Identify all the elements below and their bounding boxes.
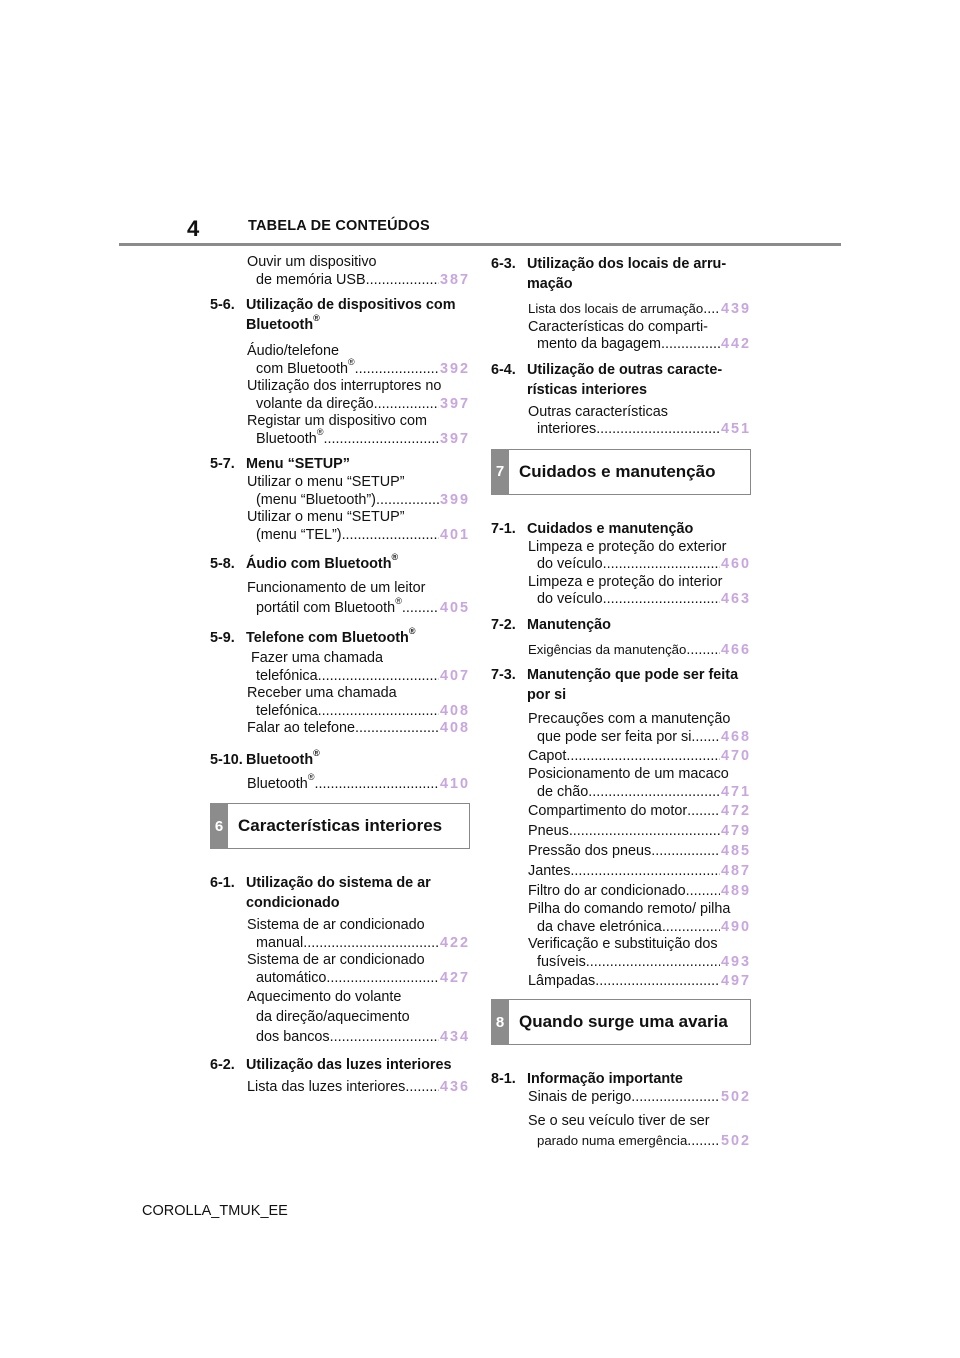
page-link[interactable]: 422 xyxy=(439,934,470,951)
page-link[interactable]: 493 xyxy=(720,953,751,970)
toc-entry[interactable]: Compartimento do motor ..... 472 xyxy=(491,801,751,821)
page-link[interactable]: 405 xyxy=(439,600,470,616)
toc-entry[interactable]: Jantes ..... 487 xyxy=(491,861,751,881)
page-number: 4 xyxy=(187,216,200,241)
toc-entry[interactable]: Áudio/telefone com Bluetooth® ..... 392 xyxy=(210,343,470,378)
section-heading: 6-2. Utilização das luzes interiores xyxy=(210,1057,452,1073)
page-link[interactable]: 410 xyxy=(439,775,470,792)
page-link[interactable]: 485 xyxy=(720,843,751,859)
toc-entry[interactable]: Posicionamento de um macaco de chão ..... 471 xyxy=(491,766,751,801)
header-rule xyxy=(119,243,841,246)
page-link[interactable]: 434 xyxy=(439,1029,470,1045)
page-link[interactable]: 439 xyxy=(720,301,751,317)
page-link[interactable]: 392 xyxy=(439,360,470,377)
toc-right-column xyxy=(491,254,751,1151)
toc-entry[interactable]: Utilizar o menu “SETUP” (menu “Bluetooth”) ..... 399 xyxy=(210,474,470,509)
chapter-tab: 7 xyxy=(491,449,509,495)
page-link[interactable]: 489 xyxy=(720,883,751,899)
section-heading: 5-9. Telefone com Bluetooth® xyxy=(210,626,416,646)
header-title: TABELA DE CONTEÚDOS xyxy=(248,218,430,234)
section-heading: 6-1. Utilização do sistema de ar condicionado xyxy=(210,875,431,911)
toc-entry[interactable]: Sistema de ar condicionado automático ..... 427 xyxy=(210,952,470,987)
page-link[interactable]: 460 xyxy=(720,556,751,572)
toc-entry[interactable]: Pressão dos pneus ..... 485 xyxy=(491,841,751,861)
toc-entry[interactable]: Precauções com a manutenção que pode ser feita por si ..... 468 xyxy=(491,711,751,746)
toc-left-column xyxy=(210,254,470,1097)
toc-entry[interactable]: Funcionamento de um leitor portátil com Bluetooth® ..... 405 xyxy=(210,578,470,618)
page-link[interactable]: 397 xyxy=(439,395,470,412)
page-link[interactable]: 490 xyxy=(720,918,751,935)
toc-entry[interactable]: Bluetooth® ..... 410 xyxy=(210,776,470,794)
section-heading: 8-1. Informação importante xyxy=(491,1071,683,1087)
toc-entry[interactable]: Receber uma chamada telefónica ..... 408 xyxy=(210,685,470,720)
page-link[interactable]: 401 xyxy=(439,526,470,543)
section-heading: 6-3. Utilização dos locais de arru-mação xyxy=(491,256,727,292)
toc-entry[interactable]: Sistema de ar condicionado manual ..... 422 xyxy=(210,917,470,952)
chapter-title: Quando surge uma avaria xyxy=(519,1012,728,1031)
toc-entry[interactable]: Filtro do ar condicionado ..... 489 xyxy=(491,881,751,901)
chapter-tab: 6 xyxy=(210,803,228,849)
chapter-7-box[interactable] xyxy=(491,449,751,495)
page-link[interactable]: 466 xyxy=(720,641,751,658)
toc-entry[interactable]: Verificação e substituição dos fusíveis ..... 493 xyxy=(491,936,751,971)
toc-entry[interactable]: Outras características interiores ..... 451 xyxy=(491,404,751,439)
chapter-title: Cuidados e manutenção xyxy=(519,461,716,481)
toc-entry[interactable]: Ouvir um dispositivo de memória USB ..... 387 xyxy=(210,254,470,289)
page-link[interactable]: 470 xyxy=(720,748,751,764)
toc-entry[interactable]: Limpeza e proteção do interior do veículo ..... 463 xyxy=(491,574,751,609)
toc-entry[interactable]: Capot ..... 470 xyxy=(491,746,751,766)
toc-entry[interactable]: Utilizar o menu “SETUP” (menu “TEL”) ..... 401 xyxy=(210,509,470,544)
toc-entry[interactable]: Fazer uma chamada telefónica ..... 407 xyxy=(210,650,470,685)
page-link[interactable]: 451 xyxy=(720,421,751,437)
page-link[interactable]: 479 xyxy=(720,823,751,839)
page-link[interactable]: 487 xyxy=(720,863,751,879)
toc-entry[interactable]: Limpeza e proteção do exterior do veículo ..... 460 xyxy=(491,539,751,574)
toc-entry[interactable]: Pneus ..... 479 xyxy=(491,821,751,841)
section-heading: 5-7. Menu “SETUP” xyxy=(210,456,350,472)
page-link[interactable]: 502 xyxy=(720,1089,751,1105)
page-link[interactable]: 497 xyxy=(720,973,751,989)
chapter-6-box[interactable] xyxy=(210,803,470,849)
page-link[interactable]: 427 xyxy=(439,969,470,986)
page-link[interactable]: 471 xyxy=(720,783,751,800)
page-link[interactable]: 387 xyxy=(439,271,470,288)
toc-entry[interactable]: Utilização dos interruptores no volante da direção ..... 397 xyxy=(210,378,470,413)
chapter-8-box[interactable] xyxy=(491,999,751,1045)
section-heading: 5-6. Utilização de dispositivos com Bluetooth® xyxy=(210,297,456,333)
footer-code: COROLLA_TMUK_EE xyxy=(142,1203,288,1219)
section-heading: 5-8. Áudio com Bluetooth® xyxy=(210,552,399,572)
chapter-tab: 8 xyxy=(491,999,509,1045)
toc-entry[interactable]: Características do comparti- mento da bagagem ..... 442 xyxy=(491,319,751,354)
toc-entry[interactable]: Falar ao telefone ..... 408 xyxy=(210,720,470,738)
toc-entry[interactable]: Pilha do comando remoto/ pilha da chave eletrónica ..... 490 xyxy=(491,901,751,936)
section-heading: 7-1. Cuidados e manutenção xyxy=(491,520,694,537)
toc-entry[interactable]: Lâmpadas ..... 497 xyxy=(491,971,751,991)
page-link[interactable]: 468 xyxy=(720,728,751,745)
page-link[interactable]: 408 xyxy=(439,720,470,736)
page-link[interactable]: 502 xyxy=(720,1132,751,1149)
page-link[interactable]: 463 xyxy=(720,591,751,607)
section-heading: 5-10. Bluetooth® xyxy=(210,747,320,768)
page-link[interactable]: 442 xyxy=(720,336,751,352)
toc-entry[interactable]: Lista dos locais de arrumação ..... 439 xyxy=(491,300,751,319)
page-link[interactable]: 399 xyxy=(439,491,470,508)
page-link[interactable]: 407 xyxy=(439,667,470,684)
page-link[interactable]: 436 xyxy=(439,1079,470,1095)
toc-entry[interactable]: Sinais de perigo ..... 502 xyxy=(491,1089,751,1107)
section-heading: 7-3. Manutenção que pode ser feita por si xyxy=(491,667,739,703)
chapter-title: Características interiores xyxy=(238,816,443,835)
section-heading: 6-4. Utilização de outras caracte-rísticas interiores xyxy=(491,361,723,398)
toc-entry[interactable]: Exigências da manutenção ..... 466 xyxy=(491,641,751,660)
toc-entry[interactable]: Lista das luzes interiores ..... 436 xyxy=(210,1079,470,1097)
page-link[interactable]: 472 xyxy=(720,803,751,819)
toc-entry[interactable]: Registar um dispositivo com Bluetooth® ..... 397 xyxy=(210,413,470,448)
toc-entry[interactable]: Aquecimento do volante da direção/aquecimento dos bancos ..... 434 xyxy=(210,987,470,1047)
page-link[interactable]: 397 xyxy=(439,430,470,447)
section-heading: 7-2. Manutenção xyxy=(491,616,611,633)
toc-entry[interactable]: Se o seu veículo tiver de ser parado numa emergência ..... 502 xyxy=(491,1111,751,1151)
page-link[interactable]: 408 xyxy=(439,702,470,719)
